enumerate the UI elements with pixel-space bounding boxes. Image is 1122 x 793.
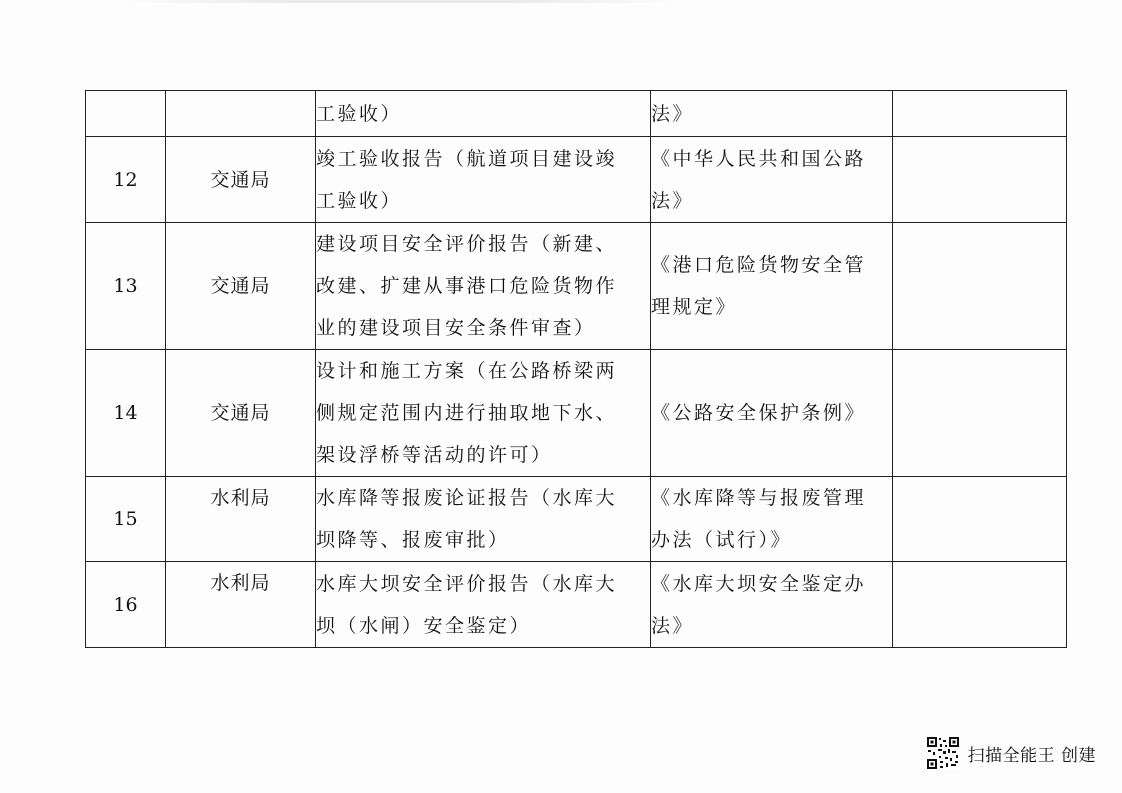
- row-number: 16: [86, 562, 166, 648]
- item-line: 坝降等、报废审批）: [316, 529, 510, 551]
- row-number: 15: [86, 477, 166, 562]
- basis-cell: [651, 91, 893, 137]
- note-cell: [893, 477, 1067, 562]
- basis-line: 《港口危险货物安全管: [651, 254, 867, 276]
- note-cell: [893, 223, 1067, 350]
- item-line: 坝（水闸）安全鉴定）: [316, 614, 532, 637]
- department-cell: 水利局: [166, 562, 316, 648]
- department-cell: [166, 91, 316, 137]
- item-cell: [316, 477, 651, 562]
- table-row: [86, 223, 1067, 350]
- department-cell: 交通局: [166, 350, 316, 477]
- basis-line: 办法（试行）》: [651, 529, 793, 551]
- item-line: 工验收）: [316, 189, 403, 212]
- basis-cell: [651, 137, 893, 223]
- basis-line: 法》: [651, 102, 695, 125]
- basis-line: 《公路安全保护条例》: [651, 402, 867, 424]
- approval-table: [85, 90, 1067, 648]
- basis-cell: [651, 350, 893, 477]
- item-cell: [316, 223, 651, 350]
- table-row: [86, 91, 1067, 137]
- item-cell: [316, 91, 651, 137]
- watermark-text: 扫描全能王 创建: [967, 745, 1096, 766]
- row-number: 14: [86, 350, 166, 477]
- department-cell: 交通局: [166, 223, 316, 350]
- basis-line: 《水库降等与报废管理: [651, 487, 867, 509]
- basis-cell: [651, 223, 893, 350]
- basis-line: 《中华人民共和国公路: [651, 147, 867, 170]
- item-line: 竣工验收报告（航道项目建设竣: [316, 147, 618, 170]
- basis-line: 法》: [651, 614, 695, 637]
- item-line: 水库降等报废论证报告（水库大: [316, 487, 618, 509]
- row-number: [86, 91, 166, 137]
- basis-cell: [651, 477, 893, 562]
- table-row: [86, 350, 1067, 477]
- basis-cell: [651, 562, 893, 648]
- note-cell: [893, 562, 1067, 648]
- item-line: 侧规定范围内进行抽取地下水、: [316, 402, 618, 424]
- note-cell: [893, 350, 1067, 477]
- basis-line: 《水库大坝安全鉴定办: [651, 572, 867, 595]
- item-line: 架设浮桥等活动的许可）: [316, 444, 553, 466]
- item-line: 水库大坝安全评价报告（水库大: [316, 572, 618, 595]
- scan-edge-mark: [120, 0, 680, 3]
- item-line: 建设项目安全评价报告（新建、: [316, 233, 618, 255]
- basis-line: 理规定》: [651, 296, 738, 318]
- note-cell: [893, 91, 1067, 137]
- qr-code-icon: [926, 736, 960, 770]
- row-number: 13: [86, 223, 166, 350]
- item-line: 改建、扩建从事港口危险货物作: [316, 275, 618, 297]
- row-number: 12: [86, 137, 166, 223]
- department-cell: 水利局: [166, 477, 316, 562]
- item-cell: [316, 350, 651, 477]
- table-row: [86, 137, 1067, 223]
- department-cell: 交通局: [166, 137, 316, 223]
- item-line: 设计和施工方案（在公路桥梁两: [316, 360, 618, 382]
- table-row: [86, 477, 1067, 562]
- basis-line: 法》: [651, 189, 695, 212]
- item-line: 业的建设项目安全条件审查）: [316, 317, 596, 339]
- scanner-watermark: [926, 735, 1096, 771]
- item-cell: [316, 562, 651, 648]
- table-row: [86, 562, 1067, 648]
- item-line: 工验收）: [316, 102, 403, 125]
- note-cell: [893, 137, 1067, 223]
- item-cell: [316, 137, 651, 223]
